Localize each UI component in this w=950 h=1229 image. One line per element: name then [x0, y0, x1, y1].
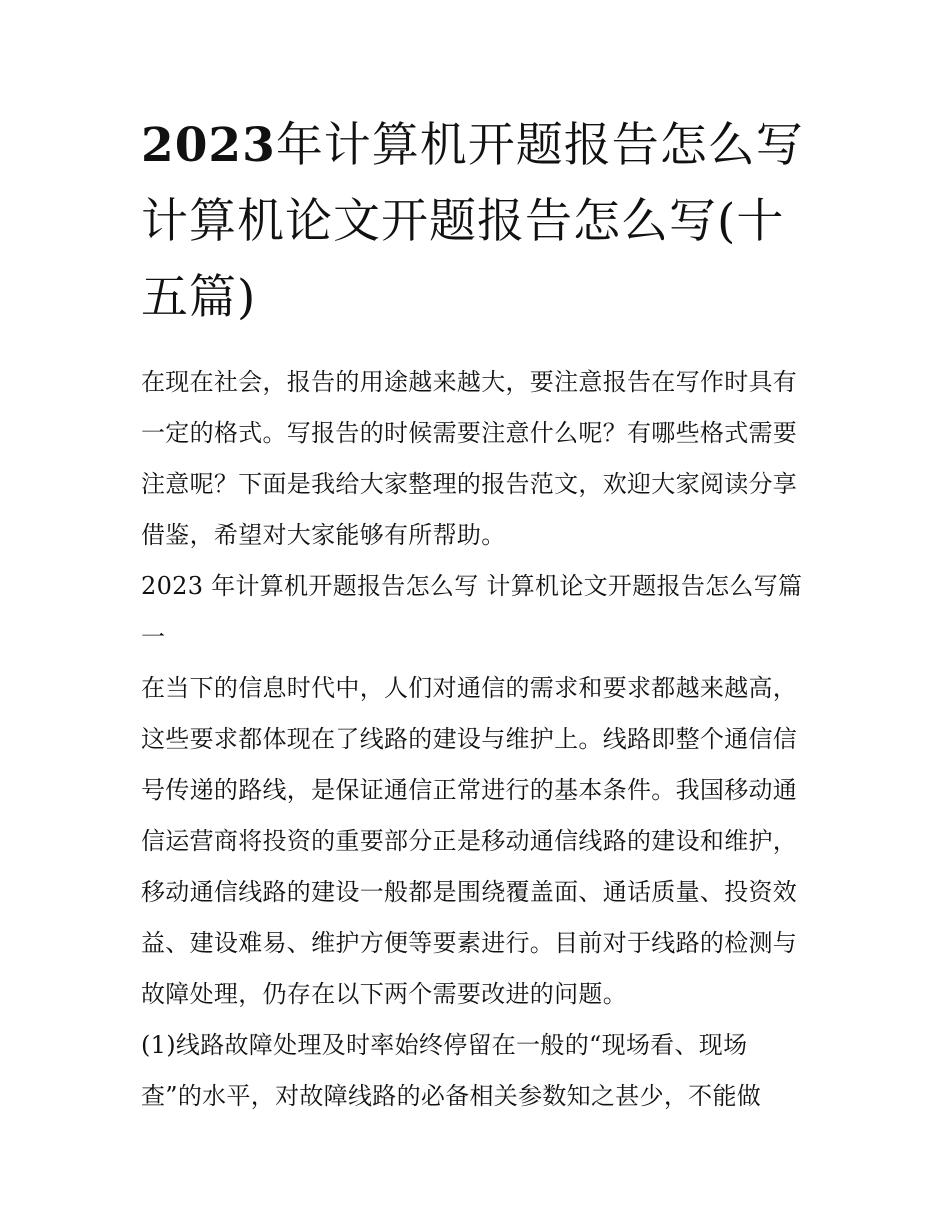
- title-line-2: 计算机论文开题报告怎么写(十: [141, 194, 785, 249]
- body-line: 这些要求都体现在了线路的建设与维护上。线路即整个通信信: [141, 725, 798, 753]
- title-line-1-text: 年计算机开题报告怎么写: [275, 118, 804, 173]
- section-heading: [141, 561, 821, 663]
- title-year: 2023: [141, 118, 276, 173]
- intro-line: 一定的格式。写报告的时候需要注意什么呢？有哪些格式需要: [141, 419, 798, 447]
- body-line: 信运营商将投资的重要部分正是移动通信线路的建设和维护，: [141, 827, 798, 855]
- body-line: 益、建设难易、维护方便等要素进行。目前对于线路的检测与: [141, 929, 798, 957]
- document-page: [141, 108, 821, 1122]
- intro-paragraph: [141, 357, 821, 561]
- point-line: (1)线路故障处理及时率始终停留在一般的“现场看、现场: [141, 1031, 748, 1059]
- point-paragraph: [141, 1020, 821, 1122]
- intro-line: 借鉴，希望对大家能够有所帮助。: [141, 521, 506, 549]
- section-heading-line: 一: [141, 623, 166, 651]
- body-line: 在当下的信息时代中，人们对通信的需求和要求都越来越高，: [141, 674, 798, 702]
- document-title: [141, 108, 821, 336]
- body-paragraph: [141, 663, 821, 1020]
- body-line: 号传递的路线，是保证通信正常进行的基本条件。我国移动通: [141, 776, 798, 804]
- title-line-3: 五篇): [141, 270, 257, 325]
- section-heading-line: 2023 年计算机开题报告怎么写 计算机论文开题报告怎么写篇: [141, 572, 803, 600]
- body-line: 故障处理，仍存在以下两个需要改进的问题。: [141, 980, 627, 1008]
- title-line-1: [141, 108, 821, 184]
- body-line: 移动通信线路的建设一般都是围绕覆盖面、通话质量、投资效: [141, 878, 798, 906]
- intro-line: 在现在社会，报告的用途越来越大，要注意报告在写作时具有: [141, 368, 798, 396]
- point-line: 查”的水平，对故障线路的必备相关参数知之甚少，不能做: [141, 1082, 762, 1110]
- intro-line: 注意呢？下面是我给大家整理的报告范文，欢迎大家阅读分享: [141, 470, 798, 498]
